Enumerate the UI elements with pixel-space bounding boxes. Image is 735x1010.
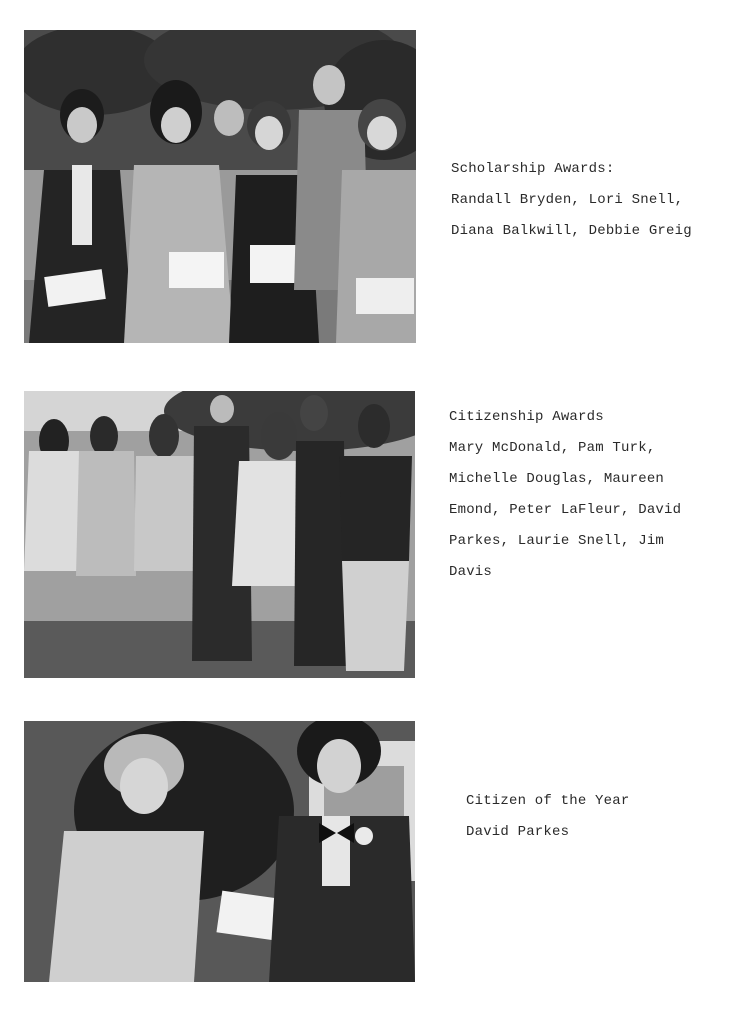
citizenship-awards-caption bbox=[449, 402, 681, 588]
scholarship-awards-photo bbox=[24, 30, 416, 343]
caption-names-line: Diana Balkwill, Debbie Greig bbox=[451, 223, 692, 239]
caption-heading: Citizen of the Year bbox=[466, 793, 630, 809]
caption-names-line: Randall Bryden, Lori Snell, bbox=[451, 192, 684, 208]
caption-names-line: Davis bbox=[449, 564, 493, 580]
citizen-of-year-photo bbox=[24, 721, 415, 982]
caption-names-line: Parkes, Laurie Snell, Jim bbox=[449, 533, 665, 549]
scholarship-photo-image bbox=[24, 30, 416, 343]
caption-heading: Citizenship Awards bbox=[449, 409, 604, 425]
citizenship-awards-photo bbox=[24, 391, 415, 678]
citizen-of-year-caption bbox=[466, 786, 629, 848]
citizenship-photo-image bbox=[24, 391, 415, 678]
caption-names-line: Mary McDonald, Pam Turk, bbox=[449, 440, 656, 456]
caption-heading: Scholarship Awards: bbox=[451, 161, 615, 177]
scholarship-awards-caption bbox=[451, 154, 692, 247]
caption-names-line: Emond, Peter LaFleur, David bbox=[449, 502, 682, 518]
caption-names-line: David Parkes bbox=[466, 824, 570, 840]
citizen-of-year-photo-image bbox=[24, 721, 415, 982]
caption-names-line: Michelle Douglas, Maureen bbox=[449, 471, 665, 487]
